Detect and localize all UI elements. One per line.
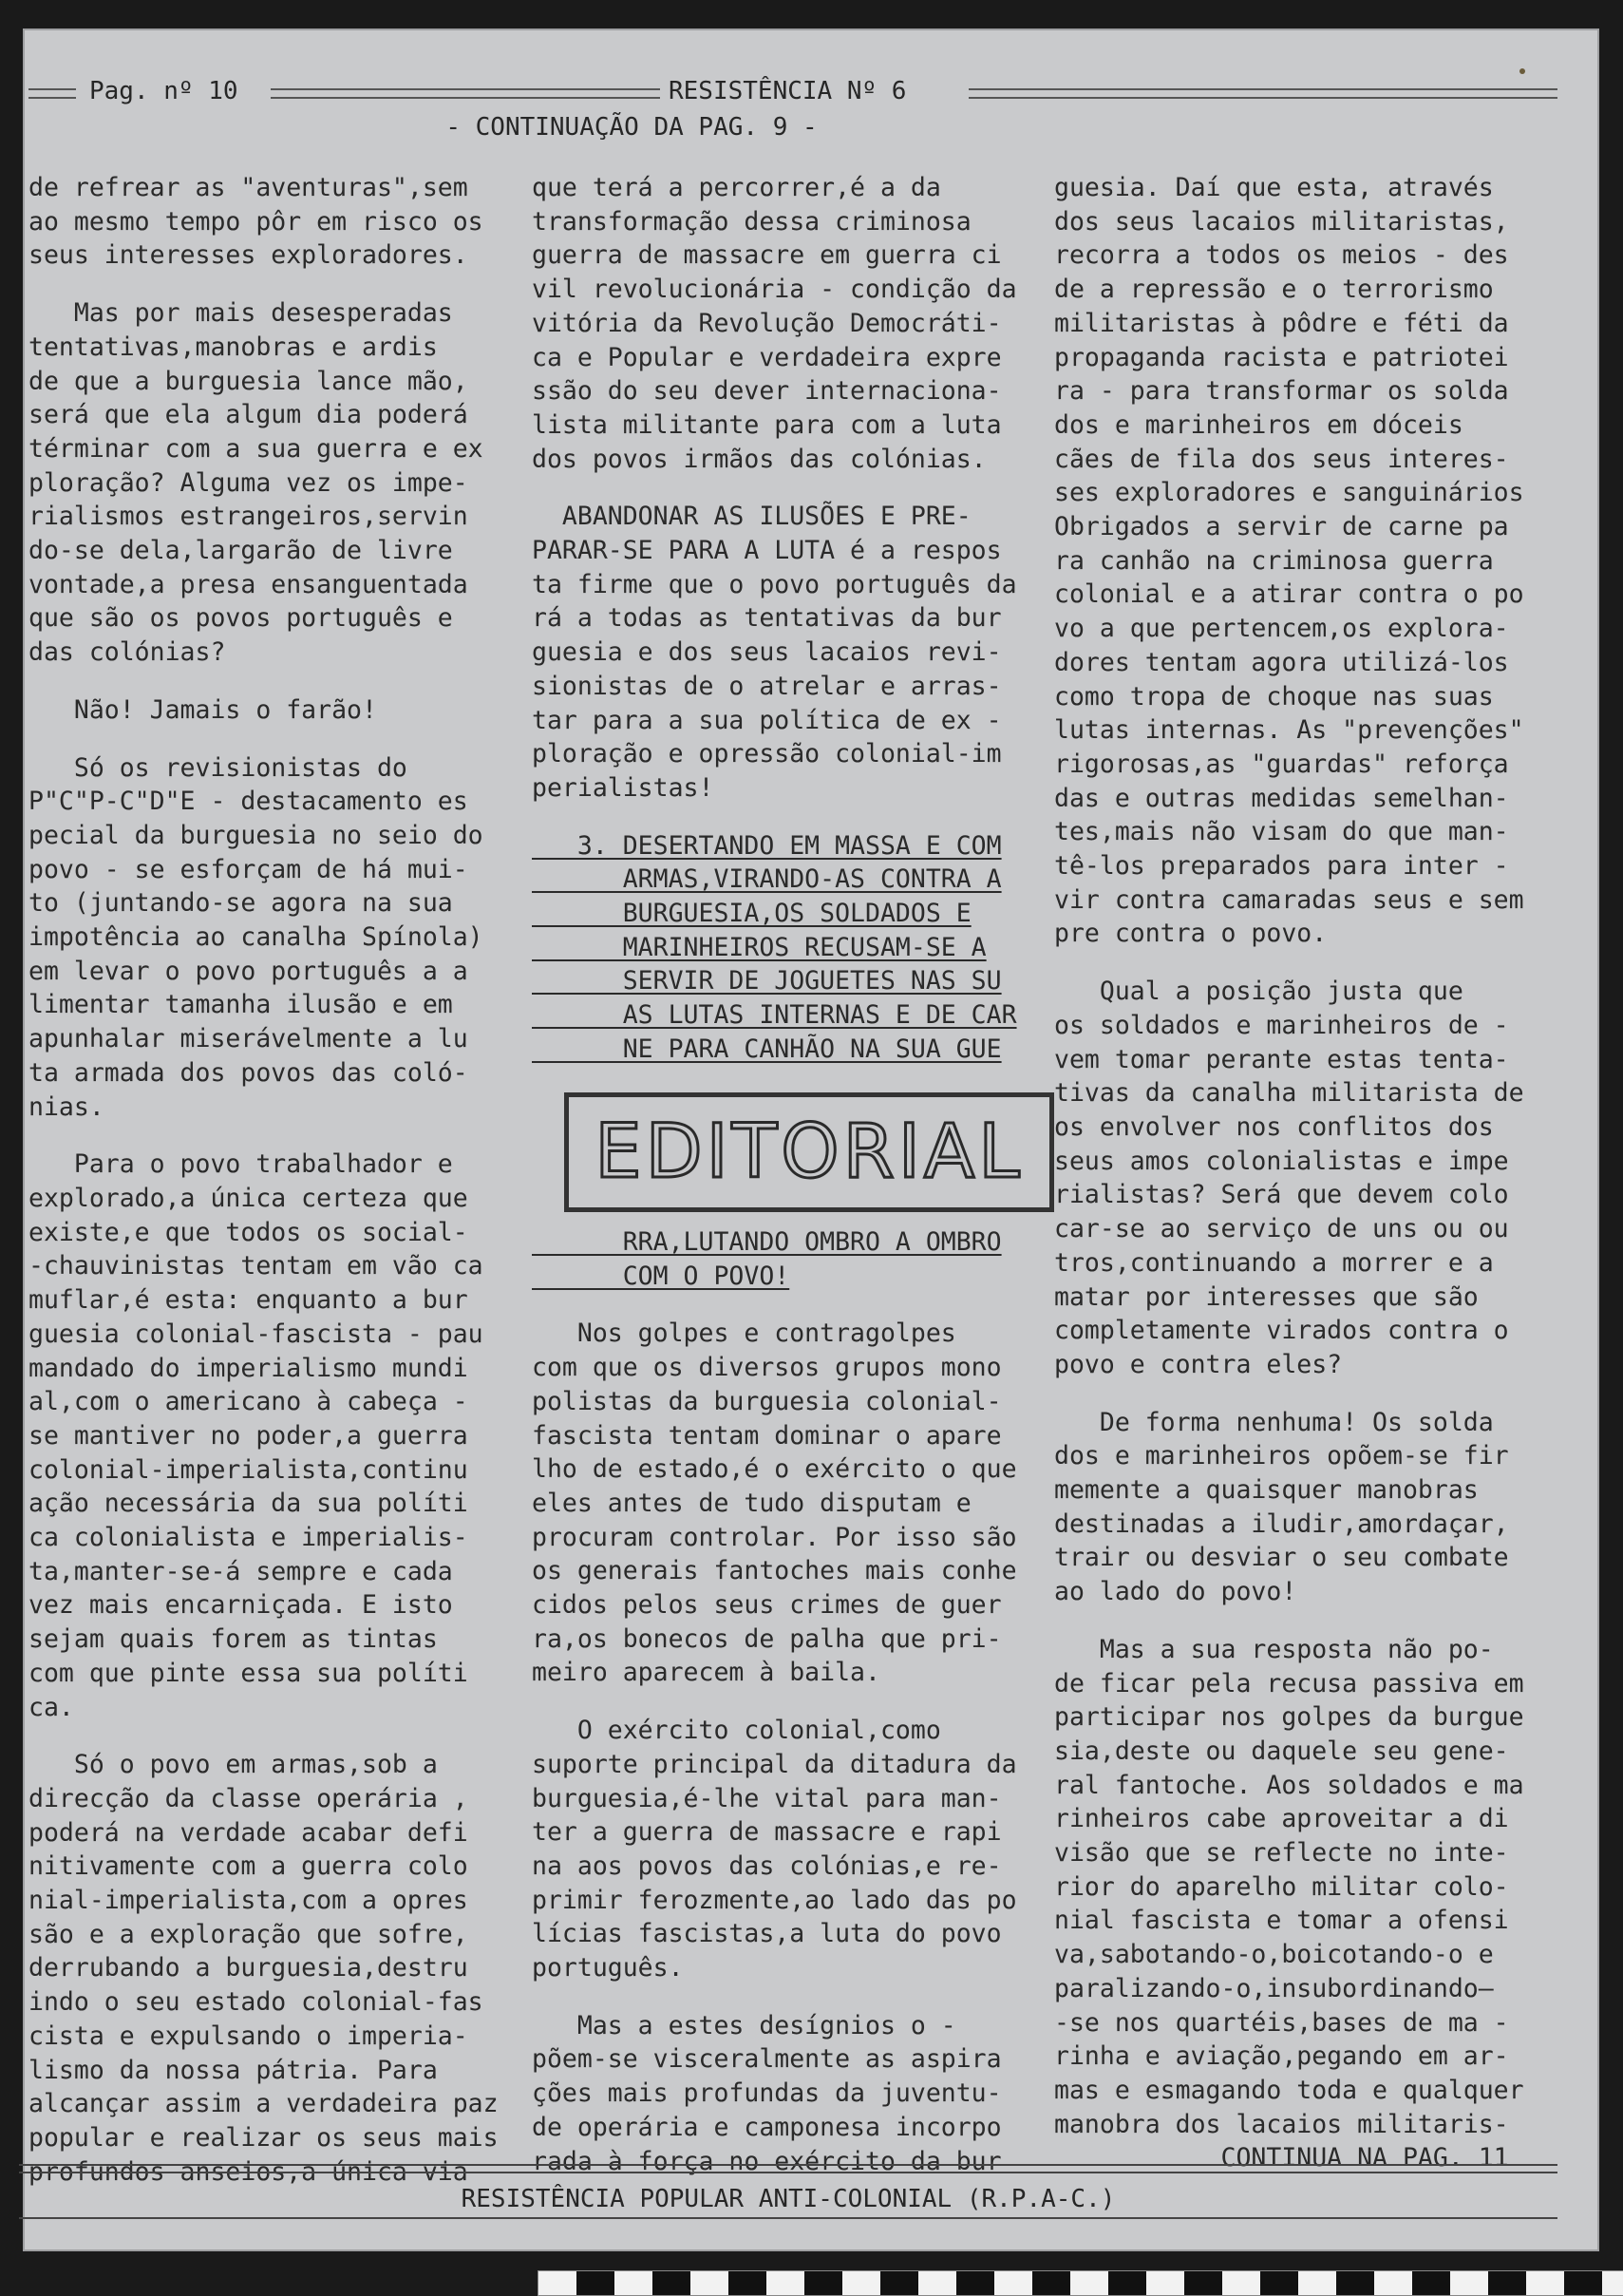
paragraph: que terá a percorrer,é a da transformação dessa criminosa guerra de massacre em guerra ci vil revolucionária - condição da vitória da Revolução Democráti- ca e Popular e verdadeira expre ssão do seu dever internaciona- lista militante para com a luta dos povos irmãos das colónias.	[532, 173, 1017, 474]
section-heading-continued: RRA,LUTANDO OMBRO A OMBRO COM O POVO!	[622, 1227, 1002, 1291]
editorial-stamp	[564, 1092, 1054, 1212]
paragraph: Só os revisionistas do P"C"P-C"D"E - destacamento es pecial da burguesia no seio do povo - se esforçam de há mui- to (juntando-se agora na sua impotência ao canalha Spínola) em levar o povo português a a limentar tamanha ilusão e em apunhalar miserávelmente a lu ta armada dos povos das coló- nias.	[28, 752, 483, 1122]
paragraph: O exército colonial,como suporte principal da ditadura da burguesia,é-lhe vital para man- ter a guerra de massacre e rapi na aos povos das colónias,e re- primir ferozmente,ao lado das po lícias fascistas,a luta do povo português.	[532, 1716, 1017, 1983]
paragraph: Só o povo em armas,sob a direcção da classe operária , poderá na verdade acabar defi nitivamente com a guerra colo nial-imperialista,com a opres são e a exploração que sofre, derrubando a burguesia,destru indo o seu estado colonial-fas cista e expulsando o imperia- lismo da nossa pátria. Para alcançar assim a verdadeira paz popular e realizar os seus mais profundos anseios,a única via	[28, 1750, 499, 2187]
paragraph: ABANDONAR AS ILUSÕES E PRE- PARAR-SE PARA A LUTA é a respos ta firme que o povo português da rá a todas as tentativas da bur guesia e dos seus lacaios revi- sionistas de o atrelar e arras- tar para a sua política de ex - ploração e opressão colonial-im perialistas!	[532, 502, 1017, 803]
column-middle	[532, 171, 1064, 1091]
paragraph: Não! Jamais o farão!	[28, 694, 377, 725]
page-number: Pag. nº 10	[84, 74, 244, 108]
scan-scale-bar	[538, 2270, 1623, 2296]
continue-note: CONTINUA NA PAG. 11	[1054, 2143, 1509, 2173]
page-header	[28, 74, 1557, 142]
paragraph: Mas a estes desígnios o - põem-se visceralmente as aspira ções mais profundas da juventu- de operária e camponesa incorpo rada à força no exército da bur	[532, 2010, 1002, 2176]
paragraph: Nos golpes e contragolpes com que os diversos grupos mono polistas da burguesia colonial- fascista tentam dominar o apare lho de estado,é o exército o que eles antes de tudo disputam e procuram controlar. Por isso são os generais fantoches mais conhe cidos pelos seus crimes de guer ra,os bonecos de palha que pri- meiro aparecem à baila.	[532, 1319, 1017, 1688]
column-right	[1054, 171, 1567, 2199]
column-middle-lower	[532, 1225, 1064, 2202]
paragraph: Mas por mais desesperadas tentativas,manobras e ardis de que a burguesia lance mão, será que ela algum dia poderá términar com a sua guerra e ex ploração? Alguma vez os impe- rialismos estrangeiros,servin do-se dela,largarão de livre vontade,a presa ensanguentada que são os povos português e das colónias?	[28, 298, 483, 668]
section-heading: 3. DESERTANDO EM MASSA E COM ARMAS,VIRANDO-AS CONTRA A BURGUESIA,OS SOLDADOS E MARINHEIROS RECUSAM-SE A SERVIR DE JOGUETES NAS SU AS LUTAS INTERNAS E DE CAR NE PARA CANHÃO NA SUA GUE	[576, 830, 1017, 1064]
editorial-label: EDITORIAL	[594, 1110, 1024, 1195]
publication-title: RESISTÊNCIA Nº 6	[663, 74, 912, 108]
paragraph: Para o povo trabalhador e explorado,a única certeza que existe,e que todos os social- -chauvinistas tentam em vão ca muflar,é esta: enquanto a bur guesia colonial-fascista - pau mandado do imperialismo mundi al,com o americano à cabeça - se mantiver no poder,a guerra colonial-imperialista,continu ação necessária da sua políti ca colonialista e imperialis- ta,manter-se-á sempre e cada vez mais encarniçada. E isto sejam quais forem as tintas com que pinte essa sua políti ca.	[28, 1149, 483, 1722]
paragraph: Mas a sua resposta não po- de ficar pela recusa passiva em participar nos golpes da burgue sia,deste ou daquele seu gene- ral fantoche. Aos soldados e ma rinheiros cabe aproveitar a di visão que se reflecte no inte- rior do aparelho militar colo- nial fascista e tomar a ofensi va,sabotando-o,boicotando-o e paralizando-o,insubordinando— -se nos quartéis,bases de ma - rinha e aviação,pegando em ar- mas e esmagando toda e qualquer manobra dos lacaios militaris-	[1054, 1634, 1524, 2139]
column-left	[28, 171, 527, 2212]
paragraph: de refrear as "aventuras",sem ao mesmo tempo pôr em risco os seus interesses exploradores.	[28, 173, 483, 271]
paragraph: guesia. Daí que esta, através dos seus lacaios militaristas, recorra a todos os meios - des de a repressão e o terrorismo militaristas à pôdre e féti da propaganda racista e patriotei ra - para transformar os solda dos e marinheiros em dóceis cães de fila dos seus interes- ses exploradores e sanguinários Obrigados a servir de carne pa ra canhão na criminosa guerra colonial e a atirar contra o po vo a que pertencem,os explora- dores tentam agora utilizá-los como tropa de choque nas suas lutas internas. As "prevenções" rigorosas,as "guardas" reforça das e outras medidas semelhan- tes,mais não visam do que man- tê-los preparados para inter - vir contra camaradas seus e sem pre contra o povo.	[1054, 173, 1524, 949]
footer-organization: RESISTÊNCIA POPULAR ANTI-COLONIAL (R.P.A-C.)	[461, 2185, 1116, 2213]
page-footer	[19, 2164, 1557, 2221]
paragraph: De forma nenhuma! Os solda dos e marinheiros opõem-se fir memente a quaisquer manobras destinadas a iludir,amordaçar, trair ou desviar o seu combate ao lado do povo!	[1054, 1407, 1509, 1607]
paragraph: Qual a posição justa que os soldados e marinheiros de - vem tomar perante estas tenta- tivas da canalha militarista de os envolver nos conflitos dos seus amos colonialistas e impe rialistas? Será que devem colo car-se ao serviço de uns ou ou tros,continuando a morrer e a matar por interesses que são completamente virados contra o povo e contra eles?	[1054, 977, 1524, 1379]
continuation-note: - CONTINUAÇÃO DA PAG. 9 -	[445, 113, 818, 142]
